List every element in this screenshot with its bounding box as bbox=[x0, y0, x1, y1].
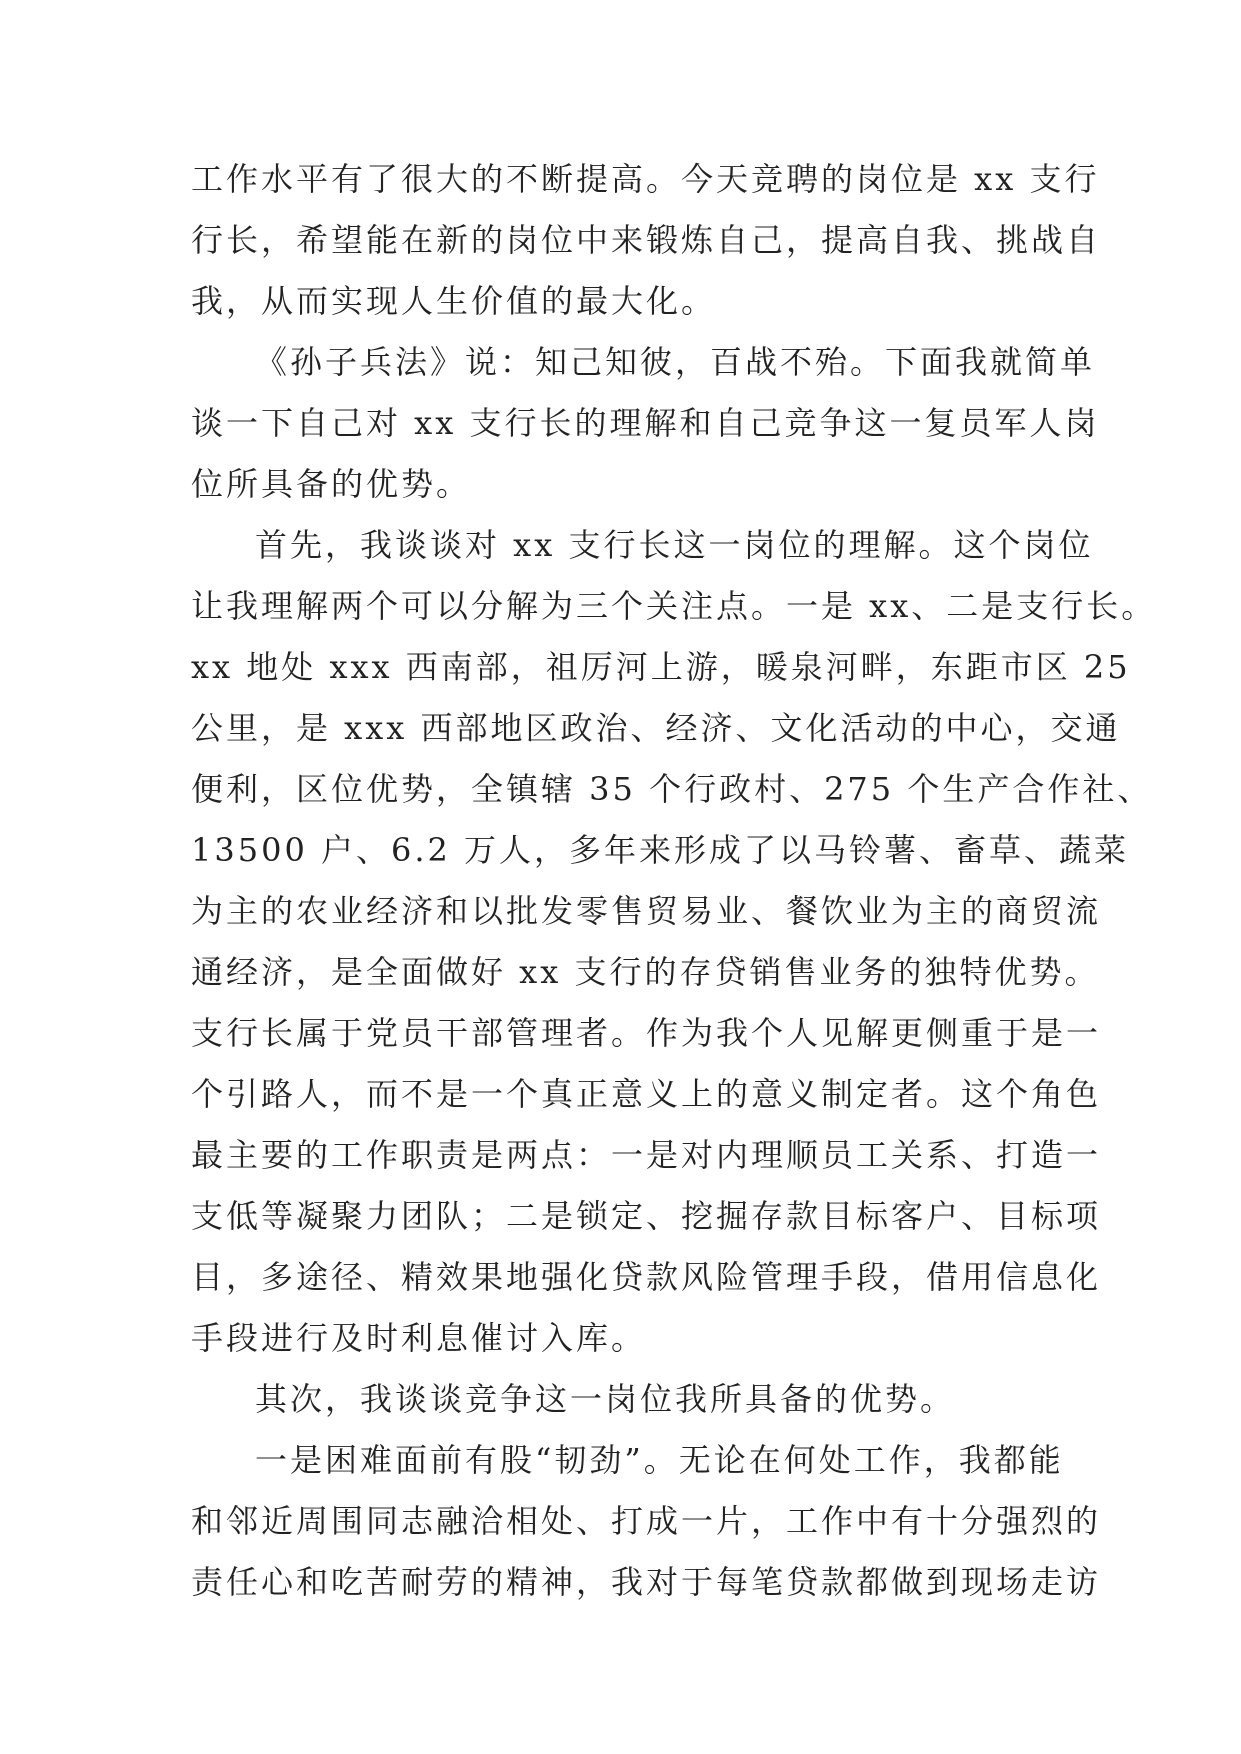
text-line: 我，从而实现人生价值的最大化。 bbox=[191, 282, 717, 320]
text-line: 13500 户、6.2 万人，多年来形成了以马铃薯、畜草、蔬菜 bbox=[191, 831, 1130, 869]
paragraph-start-line: 一是困难面前有股“韧劲”。无论在何处工作，我都能 bbox=[255, 1441, 1064, 1479]
text-line: 公里，是 xxx 西部地区政治、经济、文化活动的中心，交通 bbox=[191, 709, 1121, 747]
text-line: 最主要的工作职责是两点：一是对内理顺员工关系、打造一 bbox=[191, 1136, 1102, 1174]
text-line: 支低等凝聚力团队；二是锁定、挖掘存款目标客户、目标项 bbox=[191, 1197, 1102, 1235]
text-line: 让我理解两个可以分解为三个关注点。一是 xx、二是支行长。 bbox=[191, 587, 1157, 625]
text-line: 通经济，是全面做好 xx 支行的存贷销售业务的独特优势。 bbox=[191, 953, 1100, 991]
text-line: 工作水平有了很大的不断提高。今天竞聘的岗位是 xx 支行 bbox=[191, 160, 1100, 198]
text-line: 支行长属于党员干部管理者。作为我个人见解更侧重于是一 bbox=[191, 1014, 1102, 1052]
text-line: 手段进行及时利息催讨入库。 bbox=[191, 1319, 647, 1357]
body-text bbox=[191, 149, 1157, 1613]
paragraph-start-line: 《孙子兵法》说：知己知彼，百战不殆。下面我就简单 bbox=[255, 343, 1096, 381]
text-line: 责任心和吃苦耐劳的精神，我对于每笔贷款都做到现场走访 bbox=[191, 1563, 1102, 1601]
text-line: 位所具备的优势。 bbox=[191, 465, 472, 503]
text-line: xx 地处 xxx 西南部，祖厉河上游，暖泉河畔，东距市区 25 bbox=[191, 648, 1131, 686]
text-line: 便利，区位优势，全镇辖 35 个行政村、275 个生产合作社、 bbox=[191, 770, 1153, 808]
text-line: 行长，希望能在新的岗位中来锻炼自己，提高自我、挑战自 bbox=[191, 221, 1102, 259]
paragraph-start-line: 首先，我谈谈对 xx 支行长这一岗位的理解。这个岗位 bbox=[255, 526, 1094, 564]
text-line: 和邻近周围同志融洽相处、打成一片，工作中有十分强烈的 bbox=[191, 1502, 1102, 1540]
text-line: 个引路人，而不是一个真正意义上的意义制定者。这个角色 bbox=[191, 1075, 1102, 1113]
paragraph-start-line: 其次，我谈谈竞争这一岗位我所具备的优势。 bbox=[255, 1380, 956, 1418]
text-line: 为主的农业经济和以批发零售贸易业、餐饮业为主的商贸流 bbox=[191, 892, 1102, 930]
text-line: 谈一下自己对 xx 支行长的理解和自己竞争这一复员军人岗 bbox=[191, 404, 1100, 442]
text-line: 目，多途径、精效果地强化贷款风险管理手段，借用信息化 bbox=[191, 1258, 1102, 1296]
